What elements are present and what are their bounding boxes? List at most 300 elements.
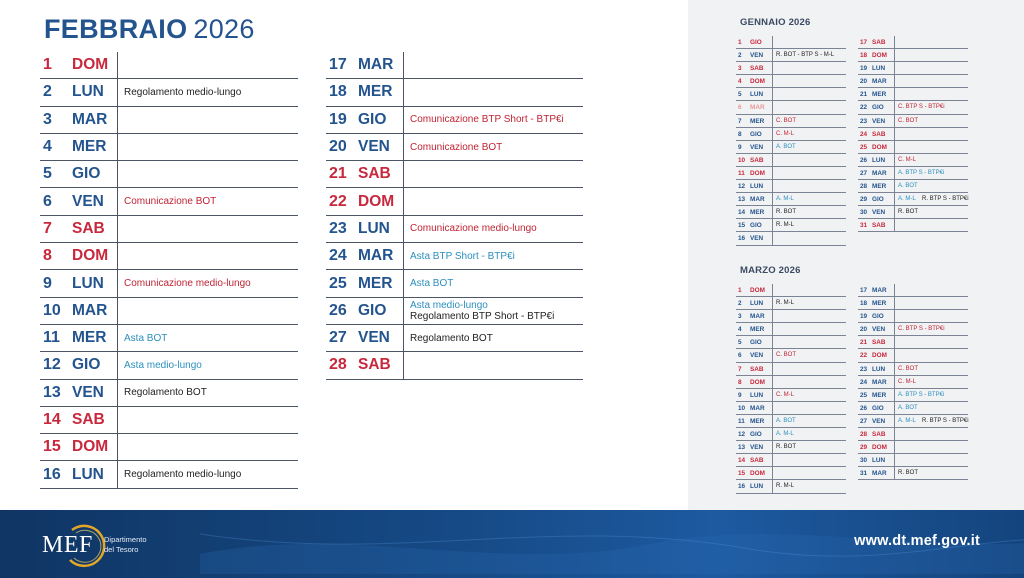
day-number: 11 [43,329,60,347]
february-days-second-half [326,52,583,380]
day-events [410,270,581,296]
mini-column-divider [772,128,773,140]
mini-day-name: MER [872,91,887,99]
mini-event-label: C. M-L [776,130,794,137]
day-events [410,216,581,242]
mini-day-name: MAR [872,378,887,386]
mini-column-divider [772,62,773,74]
mini-day-row [858,284,968,297]
mini-day-number: 29 [860,444,868,452]
day-row [40,270,298,297]
mini-day-row [858,349,968,362]
mini-event-label: C. BTP S - BTP€i [898,104,945,111]
day-number: 25 [329,274,347,292]
february-days-first-half [40,52,298,489]
january-mini-title: GENNAIO 2026 [740,17,811,28]
department-line-2: del Tesoro [104,545,139,554]
day-row [40,380,298,407]
day-row [40,352,298,379]
mini-day-row [736,219,846,232]
mini-day-number: 30 [860,209,868,217]
event-label: Asta BOT [124,332,168,344]
side-panel-other-months [688,0,1024,510]
mini-column-divider [894,363,895,375]
department-line-1: Dipartimento [104,535,147,544]
day-name: DOM [358,192,395,210]
day-events [410,134,581,160]
mini-day-name: VEN [750,52,764,60]
mini-day-number: 12 [738,183,746,191]
column-divider [403,134,404,160]
mini-day-name: DOM [872,352,887,360]
mini-day-number: 23 [860,365,868,373]
day-name: LUN [72,83,104,101]
mini-column-divider [772,363,773,375]
mini-day-row [858,336,968,349]
day-events [124,298,296,324]
mini-day-number: 8 [738,130,742,138]
mini-day-number: 11 [738,417,745,425]
january-days-col-a [736,36,846,246]
day-row [40,407,298,434]
mini-column-divider [772,441,773,453]
day-name: GIO [358,301,387,319]
mini-day-number: 31 [860,222,868,230]
day-name: LUN [72,274,104,292]
day-number: 12 [43,356,61,374]
mini-column-divider [894,297,895,309]
mini-column-divider [894,167,895,179]
day-events [124,52,296,78]
day-number: 21 [329,165,347,183]
column-divider [117,161,118,187]
mini-day-row [858,389,968,402]
day-events [410,298,581,324]
mini-day-number: 2 [738,300,742,308]
mini-column-divider [772,349,773,361]
mini-event-label: R. M-L [776,300,794,307]
mini-event-label: C. BOT [898,365,919,372]
mini-column-divider [772,167,773,179]
event-label: Asta medio-lungo [410,299,488,311]
mini-column-divider [772,415,773,427]
mini-day-name: VEN [872,117,886,125]
event-label: Regolamento BOT [124,387,207,399]
day-number: 18 [329,83,347,101]
mini-day-name: MAR [750,196,765,204]
event-label: Regolamento BTP Short - BTP€i [410,310,555,322]
event-label: Comunicazione BOT [124,196,217,208]
mini-day-number: 17 [860,287,868,294]
mini-day-name: DOM [872,143,887,151]
day-events [124,216,296,242]
mini-column-divider [894,141,895,153]
day-events [124,407,296,433]
mini-day-number: 1 [738,287,742,294]
day-name: MER [358,83,393,101]
mini-day-name: MER [750,209,765,217]
mini-column-divider [894,376,895,388]
mini-event-label: A. M-L [776,431,794,438]
mini-day-row [736,363,846,376]
day-name: SAB [358,356,391,374]
mini-day-row [858,206,968,219]
mini-day-name: SAB [750,457,764,465]
day-row [40,298,298,325]
mini-day-number: 18 [860,52,868,60]
day-number: 9 [43,274,52,292]
mini-column-divider [772,389,773,401]
mini-day-name: LUN [750,91,764,99]
mini-day-name: SAB [872,339,886,347]
mini-column-divider [894,467,895,479]
column-divider [117,352,118,378]
mini-day-number: 10 [738,156,746,164]
day-number: 6 [43,192,52,210]
mini-day-row [858,363,968,376]
event-label: Comunicazione medio-lungo [410,223,537,235]
mini-day-row [736,441,846,454]
mini-day-name: MAR [872,169,887,177]
day-name: LUN [72,465,104,483]
mini-event-label: C. BOT [776,117,797,124]
mini-day-row [736,297,846,310]
day-number: 26 [329,301,347,319]
column-divider [117,243,118,269]
mini-day-number: 30 [860,457,868,465]
mini-day-name: MER [872,391,887,399]
mini-day-number: 25 [860,143,868,151]
mini-event-label: R. BOT [898,470,919,477]
mini-event-label: C. BTP S - BTP€i [898,326,945,333]
mini-day-name: DOM [750,169,765,177]
day-row [40,325,298,352]
mini-day-number: 29 [860,196,868,204]
mini-day-number: 3 [738,313,742,321]
mini-column-divider [894,206,895,218]
mini-day-number: 19 [860,313,868,321]
mini-day-number: 1 [738,39,742,46]
day-number: 13 [43,383,61,401]
mini-day-row [736,141,846,154]
column-divider [403,352,404,378]
mini-column-divider [894,323,895,335]
mini-day-name: LUN [750,483,764,491]
mini-column-divider [894,219,895,231]
event-label: Regolamento BOT [410,332,493,344]
day-number: 20 [329,138,347,156]
mini-day-row [736,49,846,62]
mini-day-name: GIO [750,431,762,439]
mini-column-divider [894,441,895,453]
website-link[interactable]: www.dt.mef.gov.it [854,533,980,549]
mini-day-number: 26 [860,404,868,412]
day-events [124,188,296,214]
day-name: VEN [72,192,104,210]
mini-day-name: SAB [872,222,886,230]
day-name: VEN [358,329,390,347]
event-label: Asta BOT [410,278,454,290]
day-number: 5 [43,165,52,183]
mini-column-divider [772,467,773,479]
day-name: MAR [358,56,394,74]
mini-column-divider [894,349,895,361]
day-events [124,107,296,133]
mini-day-number: 17 [860,39,868,46]
mini-day-number: 23 [860,117,868,125]
day-row [40,161,298,188]
day-row [326,134,583,161]
mini-column-divider [772,141,773,153]
mini-column-divider [894,336,895,348]
mini-day-number: 24 [860,378,868,386]
mini-day-number: 13 [738,444,746,452]
mini-day-number: 9 [738,143,742,151]
day-events [124,161,296,187]
mini-day-row [858,36,968,49]
footer-bar [0,510,1024,578]
mini-day-row [858,128,968,141]
mini-day-number: 8 [738,378,742,386]
mini-column-divider [772,180,773,192]
mini-day-name: LUN [750,183,764,191]
mini-event-label: C. BOT [776,352,797,359]
mini-column-divider [772,154,773,166]
mini-day-number: 14 [738,457,746,465]
mini-day-name: SAB [750,65,764,73]
day-name: SAB [72,219,105,237]
day-events [410,52,581,78]
mini-day-number: 18 [860,300,868,308]
mini-day-row [858,75,968,88]
mini-day-row [858,402,968,415]
day-name: MAR [72,110,108,128]
mini-day-number: 6 [738,352,742,360]
mini-day-row [858,88,968,101]
day-number: 4 [43,138,52,156]
mini-day-row [858,154,968,167]
mini-column-divider [894,88,895,100]
event-label: Comunicazione BTP Short - BTP€i [410,114,564,126]
mini-day-number: 15 [738,222,746,230]
mini-column-divider [894,62,895,74]
day-events [410,243,581,269]
mini-day-name: VEN [750,235,764,243]
mini-column-divider [772,323,773,335]
mini-event-label: C. M-L [898,156,916,163]
day-row [326,107,583,134]
mini-day-row [736,193,846,206]
mini-day-name: GIO [872,196,884,204]
mini-day-name: MER [750,417,765,425]
mini-column-divider [772,480,773,492]
column-divider [403,216,404,242]
day-row [40,188,298,215]
mini-column-divider [772,284,773,296]
day-number: 8 [43,247,52,265]
march-mini-title: MARZO 2026 [740,265,801,276]
day-name: GIO [72,356,101,374]
day-events [410,79,581,105]
mini-day-name: SAB [872,431,886,439]
day-events [410,325,581,351]
mini-day-name: DOM [750,470,765,478]
mini-day-number: 31 [860,470,868,478]
mini-column-divider [894,75,895,87]
mini-day-name: VEN [872,417,886,425]
mini-day-name: MER [750,326,765,334]
day-events [124,434,296,460]
mini-event-label: R. M-L [776,222,794,229]
column-divider [117,79,118,105]
day-events [124,352,296,378]
day-name: SAB [358,165,391,183]
mef-logo[interactable] [40,522,160,568]
mini-day-name: GIO [750,339,762,347]
mini-event-label: A. BOT [898,183,918,190]
mini-column-divider [894,115,895,127]
column-divider [117,325,118,351]
day-number: 27 [329,329,347,347]
column-divider [403,79,404,105]
day-events [410,352,581,378]
mini-day-number: 15 [738,470,746,478]
event-label: Comunicazione medio-lungo [124,278,251,290]
column-divider [117,461,118,487]
mini-day-row [858,454,968,467]
day-events [124,380,296,406]
day-row [40,461,298,488]
mini-day-number: 28 [860,183,868,191]
day-row [326,270,583,297]
day-name: DOM [72,247,109,265]
mini-day-name: MER [750,117,765,125]
day-number: 17 [329,56,347,74]
mini-day-row [736,101,846,114]
mini-day-row [736,454,846,467]
mini-day-number: 24 [860,130,868,138]
day-name: DOM [72,56,109,74]
mini-day-number: 19 [860,65,868,73]
day-number: 14 [43,411,61,428]
mini-column-divider [894,389,895,401]
day-events [124,461,296,487]
mini-day-row [736,415,846,428]
mini-column-divider [772,428,773,440]
mini-column-divider [772,454,773,466]
mini-day-row [736,206,846,219]
mini-column-divider [894,428,895,440]
column-divider [403,243,404,269]
mini-day-row [858,415,968,428]
mini-day-row [736,167,846,180]
mini-day-number: 12 [738,431,746,439]
day-events [410,107,581,133]
day-number: 19 [329,110,347,128]
mini-day-name: GIO [872,404,884,412]
column-divider [403,270,404,296]
day-number: 22 [329,192,347,210]
column-divider [117,434,118,460]
day-number: 24 [329,247,347,265]
day-row [40,52,298,79]
event-label: Asta medio-lungo [124,359,202,371]
column-divider [117,270,118,296]
mini-day-name: GIO [872,104,884,112]
mini-day-row [858,49,968,62]
mini-day-name: LUN [872,457,886,465]
day-events [124,270,296,296]
mini-day-number: 27 [860,169,868,177]
march-days-col-b [858,284,968,480]
day-events [124,325,296,351]
day-number: 28 [329,356,347,374]
day-row [326,298,583,325]
day-row [326,79,583,106]
day-name: GIO [72,165,101,183]
day-events [124,79,296,105]
column-divider [117,216,118,242]
mini-day-row [736,376,846,389]
title-month: FEBBRAIO [44,14,188,44]
mini-column-divider [894,193,895,205]
mini-column-divider [772,336,773,348]
mini-day-row [858,297,968,310]
mini-day-row [736,88,846,101]
mini-column-divider [772,75,773,87]
mini-column-divider [894,454,895,466]
mini-day-name: VEN [750,352,764,360]
column-divider [117,298,118,324]
mini-day-name: MAR [750,104,765,112]
mini-day-number: 7 [738,365,742,373]
column-divider [403,52,404,78]
mini-day-number: 10 [738,404,746,412]
mini-day-number: 22 [860,104,868,112]
mini-day-row [858,428,968,441]
mini-event-label: A. BOT [776,417,796,424]
mini-column-divider [772,88,773,100]
column-divider [117,407,118,433]
mini-day-number: 26 [860,156,868,164]
mini-event-label: C. M-L [776,391,794,398]
mini-day-number: 5 [738,91,742,99]
mini-column-divider [772,115,773,127]
mini-day-number: 4 [738,78,742,86]
mini-column-divider [894,402,895,414]
mini-day-name: MAR [750,313,765,321]
day-row [326,188,583,215]
mini-day-row [858,141,968,154]
mini-day-row [858,101,968,114]
day-number: 3 [43,110,52,128]
column-divider [117,107,118,133]
mini-day-number: 5 [738,339,742,347]
day-row [326,352,583,379]
day-name: MAR [72,301,108,319]
mini-day-number: 9 [738,391,742,399]
day-row [326,243,583,270]
mini-event-label: R. BOT - BTP S - M-L [776,52,835,59]
mini-day-name: MAR [872,287,887,294]
mini-day-number: 21 [860,339,868,347]
mini-column-divider [772,219,773,231]
mini-event-label: R. BOT [776,209,797,216]
mini-column-divider [772,193,773,205]
day-row [40,134,298,161]
department-name [104,535,147,555]
mini-day-number: 20 [860,78,868,86]
